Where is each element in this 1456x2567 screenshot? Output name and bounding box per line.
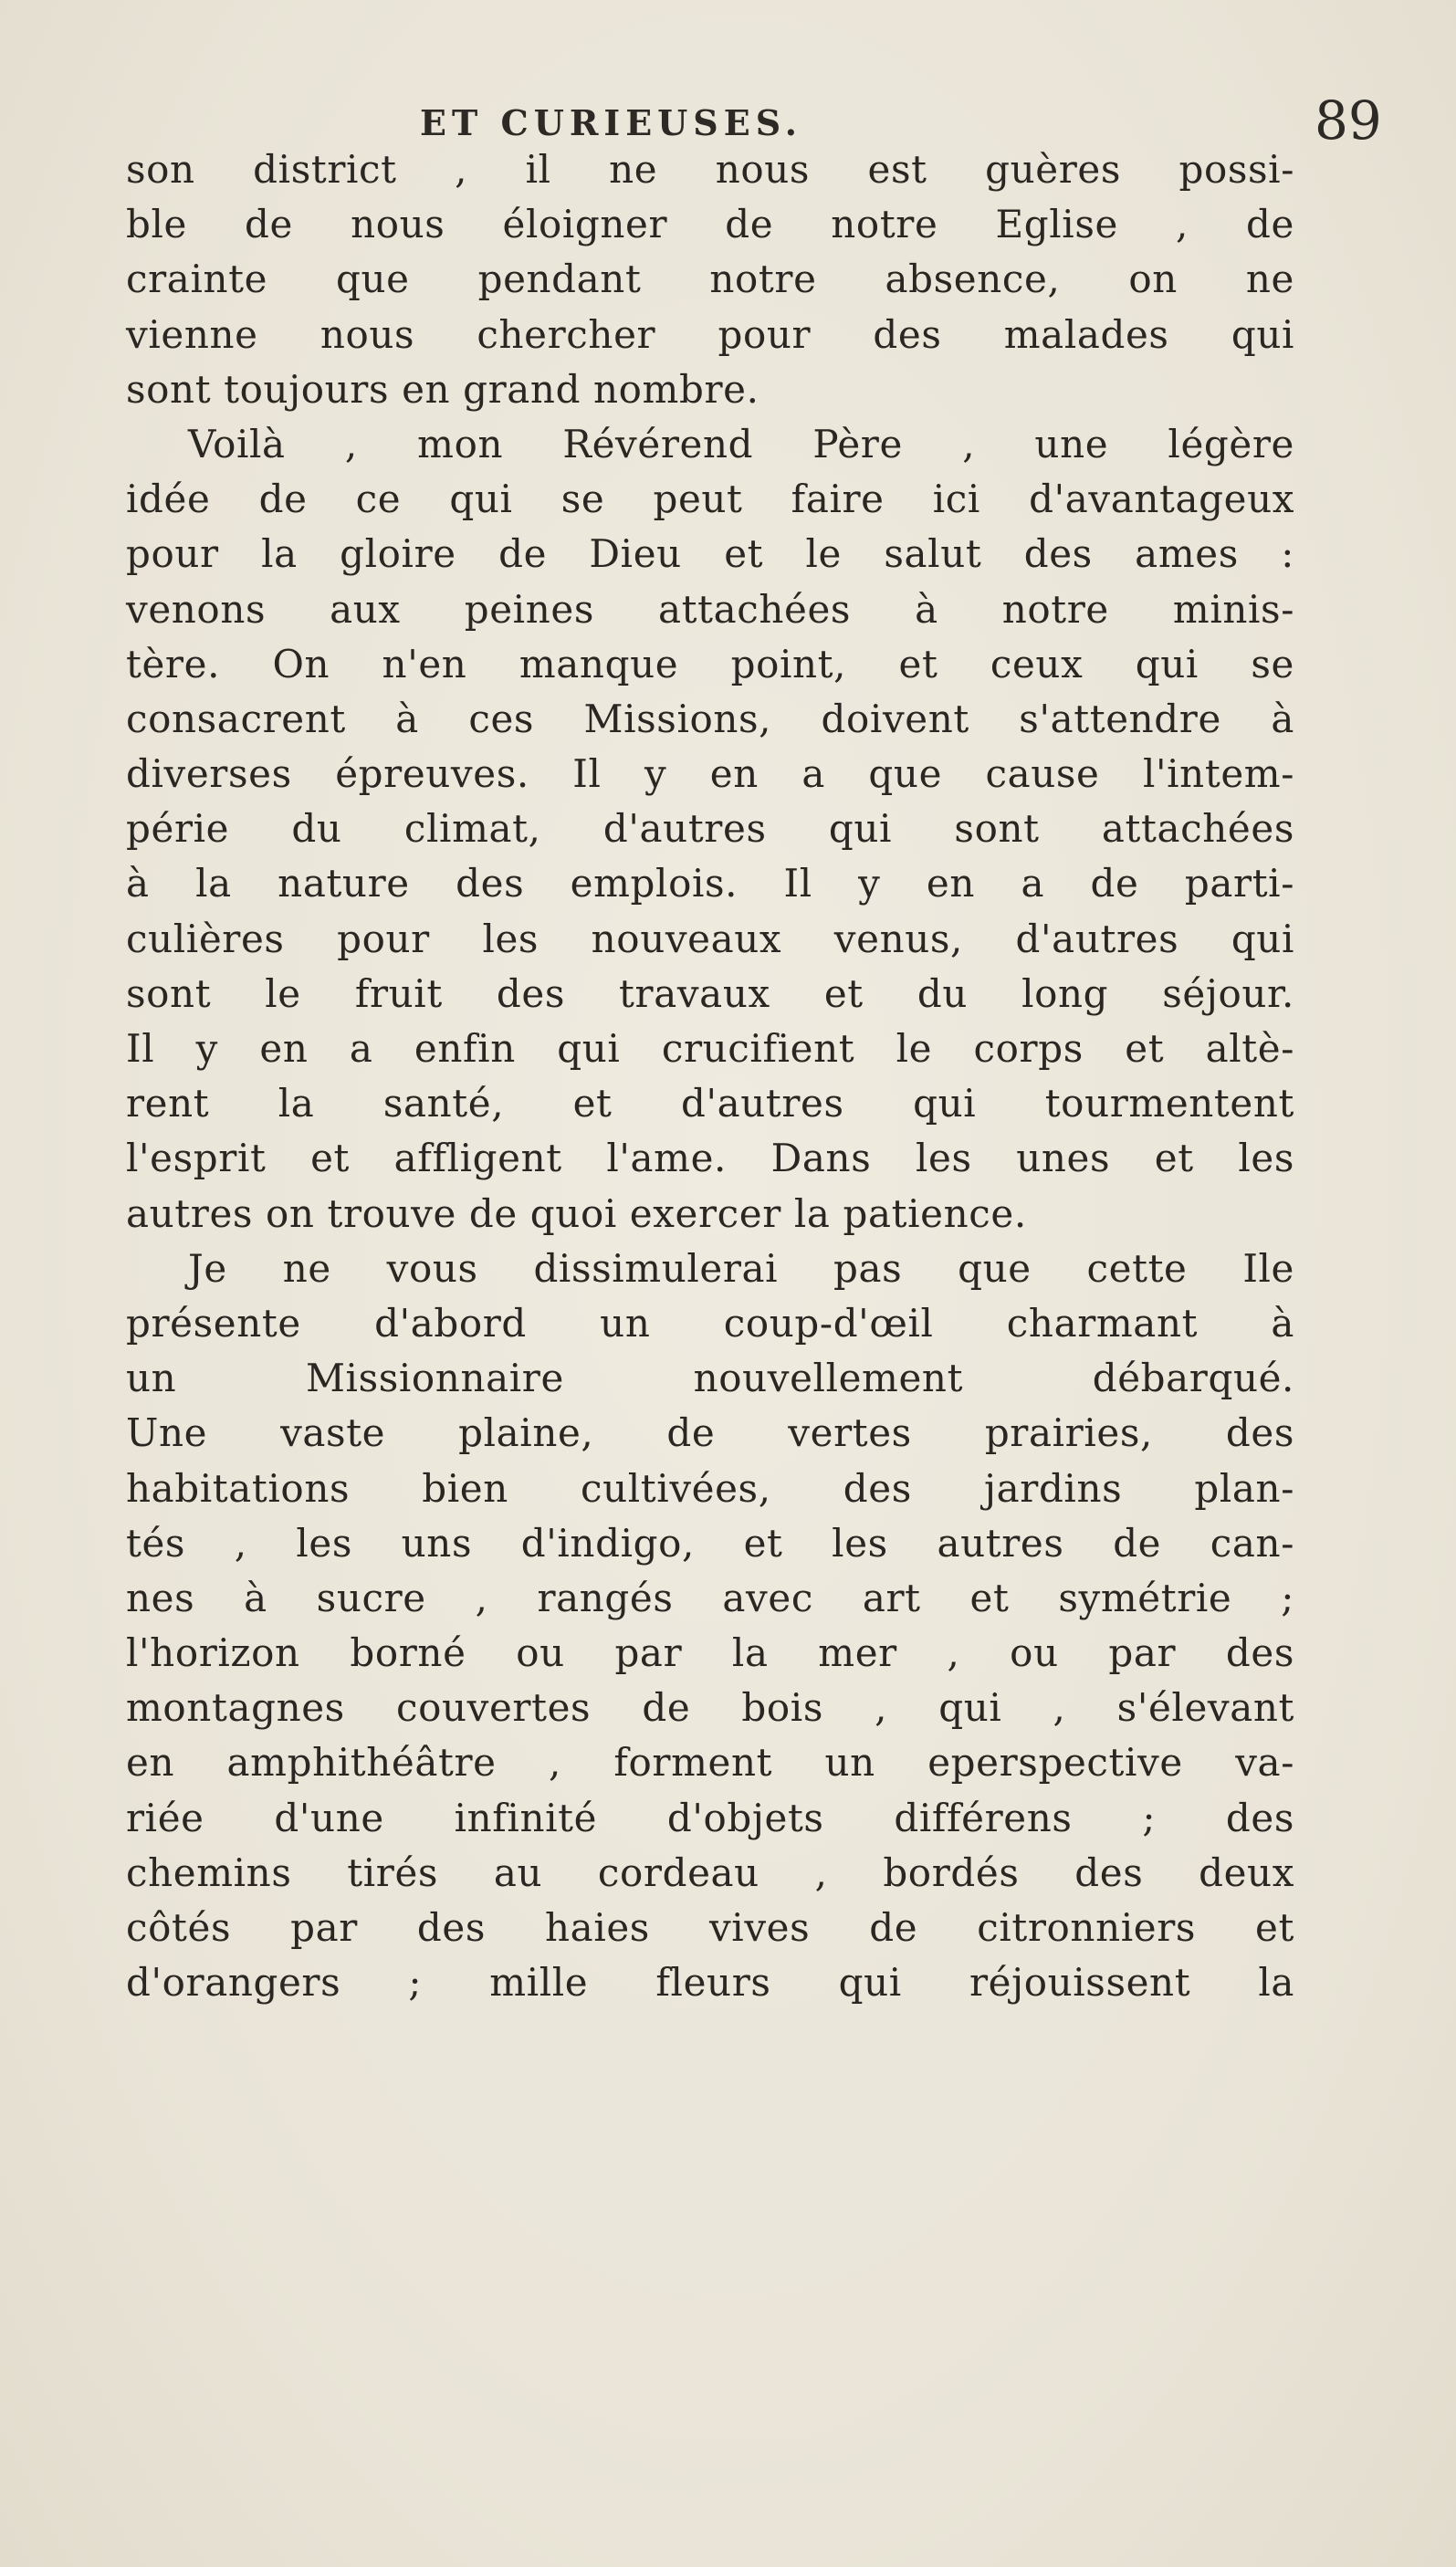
- text-line: riée d'une infinité d'objets différens ; des: [126, 1795, 1294, 1840]
- text-line: Il y en a enfin qui crucifient le corps et altè-: [126, 1026, 1294, 1071]
- text-line: Voilà , mon Révérend Père , une légère: [188, 421, 1294, 466]
- text-line: à la nature des emplois. Il y en a de parti-: [126, 861, 1294, 906]
- text-line: idée de ce qui se peut faire ici d'avantageux: [126, 477, 1294, 522]
- text-line: l'esprit et affligent l'ame. Dans les unes et les: [126, 1136, 1294, 1181]
- text-line: culières pour les nouveaux venus, d'autres qui: [126, 916, 1294, 961]
- text-line: nes à sucre , rangés avec art et symétrie ;: [126, 1575, 1294, 1620]
- running-title: ET CURIEUSES.: [420, 102, 803, 143]
- text-line: Une vaste plaine, de vertes prairies, des: [126, 1410, 1294, 1456]
- text-line: tère. On n'en manque point, et ceux qui se: [126, 641, 1294, 686]
- text-line: tés , les uns d'indigo, et les autres de can-: [126, 1520, 1294, 1566]
- text-line: habitations bien cultivées, des jardins plan-: [126, 1465, 1294, 1511]
- text-line: vienne nous chercher pour des malades qui: [126, 311, 1294, 357]
- text-line: montagnes couvertes de bois , qui , s'élevant: [126, 1685, 1294, 1731]
- text-line: l'horizon borné ou par la mer , ou par des: [126, 1630, 1294, 1676]
- text-line: ble de nous éloigner de notre Eglise , de: [126, 202, 1294, 247]
- text-line: côtés par des haies vives de citronniers et: [126, 1905, 1294, 1950]
- text-line: diverses épreuves. Il y en a que cause l'intem-: [126, 751, 1294, 797]
- text-line: consacrent à ces Missions, doivent s'attendre à: [126, 696, 1294, 741]
- text-line: pour la gloire de Dieu et le salut des ames :: [126, 531, 1294, 577]
- body-text: [126, 142, 1294, 2010]
- text-line: rent la santé, et d'autres qui tourmentent: [126, 1081, 1294, 1126]
- text-line: autres on trouve de quoi exercer la patience.: [126, 1190, 1027, 1236]
- page-number: 89: [1315, 89, 1382, 152]
- text-line: d'orangers ; mille fleurs qui réjouissent la: [126, 1960, 1294, 2006]
- text-line: périe du climat, d'autres qui sont attachées: [126, 806, 1294, 852]
- text-line: chemins tirés au cordeau , bordés des deux: [126, 1849, 1294, 1895]
- text-line: crainte que pendant notre absence, on ne: [126, 257, 1294, 302]
- text-line: son district , il ne nous est guères possi-: [126, 147, 1294, 192]
- text-line: un Missionnaire nouvellement débarqué.: [126, 1356, 1294, 1401]
- text-line: venons aux peines attachées à notre minis-: [126, 586, 1294, 632]
- text-line: sont le fruit des travaux et du long séjour.: [126, 970, 1294, 1016]
- text-line: sont toujours en grand nombre.: [126, 366, 759, 412]
- text-line: Je ne vous dissimulerai pas que cette Ile: [188, 1245, 1294, 1291]
- text-line: présente d'abord un coup-d'œil charmant à: [126, 1300, 1294, 1346]
- text-line: en amphithéâtre , forment un eperspective va-: [126, 1740, 1294, 1786]
